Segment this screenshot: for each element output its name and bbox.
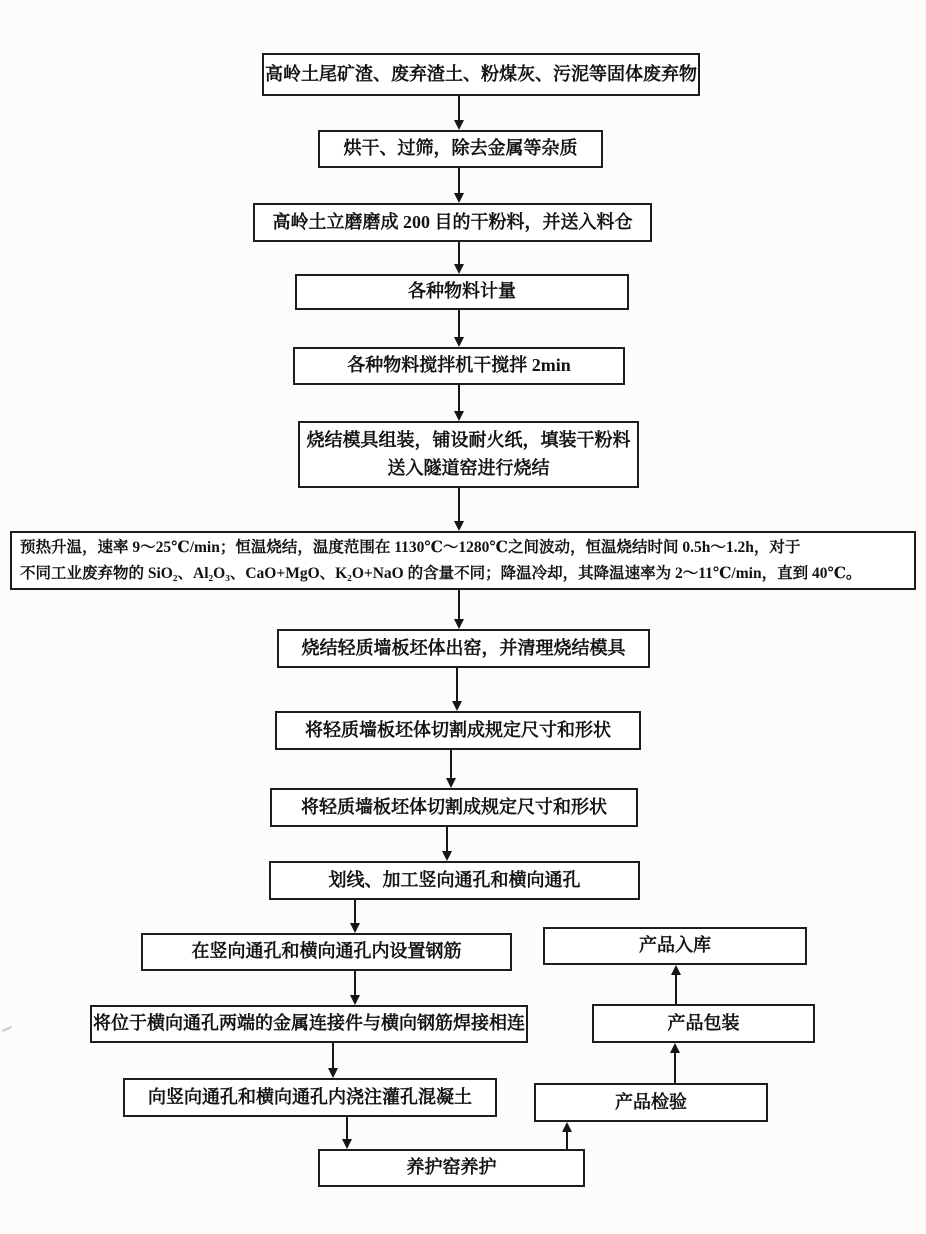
flow-node-warehouse bbox=[543, 927, 807, 965]
arrow-shaft bbox=[354, 900, 356, 925]
arrow-shaft bbox=[354, 971, 356, 997]
flow-node-label: 将轻质墙板坯体切割成规定尺寸和形状 bbox=[301, 796, 607, 817]
arrowhead-down-icon bbox=[350, 995, 360, 1005]
arrow-shaft bbox=[450, 750, 452, 780]
flow-node-curing-kiln bbox=[318, 1149, 585, 1187]
flow-node-label: 烘干、过筛，除去金属等杂质 bbox=[343, 138, 578, 159]
flow-node-grind bbox=[253, 203, 652, 242]
arrow-shaft bbox=[456, 668, 458, 703]
arrowhead-up-icon bbox=[670, 1043, 680, 1053]
flow-node-cut-1 bbox=[275, 711, 641, 750]
flow-node-label: 养护窑养护 bbox=[406, 1157, 497, 1178]
flow-node-label: 高岭土立磨磨成 200 目的干粉料，并送入料仓 bbox=[272, 211, 633, 232]
arrowhead-down-icon bbox=[442, 851, 452, 861]
arrow-shaft bbox=[446, 827, 448, 853]
flow-node-scribe-holes bbox=[269, 861, 640, 900]
arrow-grout-to-curing bbox=[341, 1117, 353, 1149]
arrow-inspection-to-packaging bbox=[669, 1043, 681, 1083]
flow-node-label: 划线、加工竖向通孔和横向通孔 bbox=[328, 869, 581, 890]
arrowhead-down-icon bbox=[328, 1068, 338, 1078]
arrow-shaft bbox=[458, 488, 460, 523]
flow-node-dry-sieve bbox=[318, 130, 603, 168]
flow-node-grout bbox=[123, 1078, 497, 1117]
flow-node-sintering bbox=[10, 531, 916, 590]
arrowhead-down-icon bbox=[446, 778, 456, 788]
flow-node-dry-mix bbox=[293, 347, 625, 385]
arrowhead-down-icon bbox=[454, 193, 464, 203]
arrowhead-down-icon bbox=[454, 619, 464, 629]
flow-node-label: 预热升温，速率 9～25℃/min；恒温烧结，温度范围在 1130℃～1280℃之间波动，恒温烧结时间 0.5h～1.2h，对于 bbox=[20, 538, 801, 556]
arrow-scribe-to-rebar bbox=[349, 900, 361, 933]
flow-node-cut-2 bbox=[270, 788, 638, 827]
arrow-shaft bbox=[675, 973, 677, 1004]
arrow-raw-to-dry bbox=[453, 96, 465, 130]
flow-node-label: 向竖向通孔和横向通孔内浇注灌孔混凝土 bbox=[148, 1086, 472, 1107]
flow-node-label: 烧结轻质墙板坯体出窑，并清理烧结模具 bbox=[301, 637, 626, 658]
arrow-grind-to-metering bbox=[453, 242, 465, 274]
arrowhead-up-icon bbox=[671, 965, 681, 975]
arrow-shaft bbox=[458, 310, 460, 339]
flow-node-label: 产品包装 bbox=[667, 1012, 740, 1033]
arrow-shaft bbox=[458, 96, 460, 122]
arrowhead-down-icon bbox=[452, 701, 462, 711]
flow-node-metering bbox=[295, 274, 629, 310]
flow-node-label: 送入隧道窑进行烧结 bbox=[387, 457, 550, 478]
arrow-shaft bbox=[458, 168, 460, 195]
arrow-shaft bbox=[332, 1043, 334, 1070]
flow-node-label: 高岭土尾矿渣、废弃渣土、粉煤灰、污泥等固体废弃物 bbox=[265, 63, 697, 84]
arrow-shaft bbox=[458, 242, 460, 266]
arrow-shaft bbox=[566, 1130, 568, 1149]
arrowhead-down-icon bbox=[454, 120, 464, 130]
flow-node-label: 不同工业废弃物的 SiO₂、Al₂O₃、CaO+MgO、K₂O+NaO 的含量不同；降温冷却，其降温速率为 2～11℃/min，直到 40℃。 bbox=[20, 564, 862, 582]
flow-node-label: 将位于横向通孔两端的金属连接件与横向钢筋焊接相连 bbox=[93, 1013, 525, 1034]
arrow-cut2-to-scribe bbox=[441, 827, 453, 861]
arrowhead-down-icon bbox=[454, 337, 464, 347]
arrow-curing-to-inspection bbox=[561, 1122, 573, 1149]
flow-node-label: 产品入库 bbox=[639, 935, 711, 956]
flow-node-out-of-kiln bbox=[277, 629, 650, 668]
flow-node-packaging bbox=[592, 1004, 815, 1043]
arrow-sinter-to-outkiln bbox=[453, 590, 465, 629]
flow-node-label: 各种物料计量 bbox=[408, 281, 516, 302]
scan-artifact bbox=[2, 1026, 12, 1032]
arrow-rebar-to-weld bbox=[349, 971, 361, 1005]
arrow-outkiln-to-cut1 bbox=[451, 668, 463, 711]
arrowhead-down-icon bbox=[454, 521, 464, 531]
arrow-metering-to-mix bbox=[453, 310, 465, 347]
flow-node-label: 烧结模具组装，铺设耐火纸，填装干粉料 bbox=[306, 429, 631, 450]
flow-node-rebar bbox=[141, 933, 512, 971]
flow-node-label: 产品检验 bbox=[615, 1091, 687, 1112]
arrowhead-down-icon bbox=[342, 1139, 352, 1149]
flow-node-weld-connectors bbox=[90, 1005, 528, 1043]
flow-node-mold-fill bbox=[298, 421, 639, 488]
flow-node-label: 在竖向通孔和横向通孔内设置钢筋 bbox=[191, 941, 462, 962]
arrow-shaft bbox=[458, 590, 460, 621]
arrow-weld-to-grout bbox=[327, 1043, 339, 1078]
arrow-dry-to-grind bbox=[453, 168, 465, 203]
arrowhead-down-icon bbox=[454, 264, 464, 274]
arrow-packaging-to-warehouse bbox=[670, 965, 682, 1004]
arrow-shaft bbox=[674, 1051, 676, 1083]
arrowhead-down-icon bbox=[350, 923, 360, 933]
arrowhead-up-icon bbox=[562, 1122, 572, 1132]
arrow-mold-to-sinter bbox=[453, 488, 465, 531]
arrow-cut1-to-cut2 bbox=[445, 750, 457, 788]
flow-node-inspection bbox=[534, 1083, 768, 1122]
arrow-shaft bbox=[458, 385, 460, 413]
flow-node-raw-materials bbox=[262, 53, 700, 96]
flow-node-label: 将轻质墙板坯体切割成规定尺寸和形状 bbox=[305, 719, 611, 740]
arrow-shaft bbox=[346, 1117, 348, 1141]
arrowhead-down-icon bbox=[454, 411, 464, 421]
flow-node-label: 各种物料搅拌机干搅拌 2min bbox=[347, 355, 571, 376]
arrow-mix-to-mold bbox=[453, 385, 465, 421]
